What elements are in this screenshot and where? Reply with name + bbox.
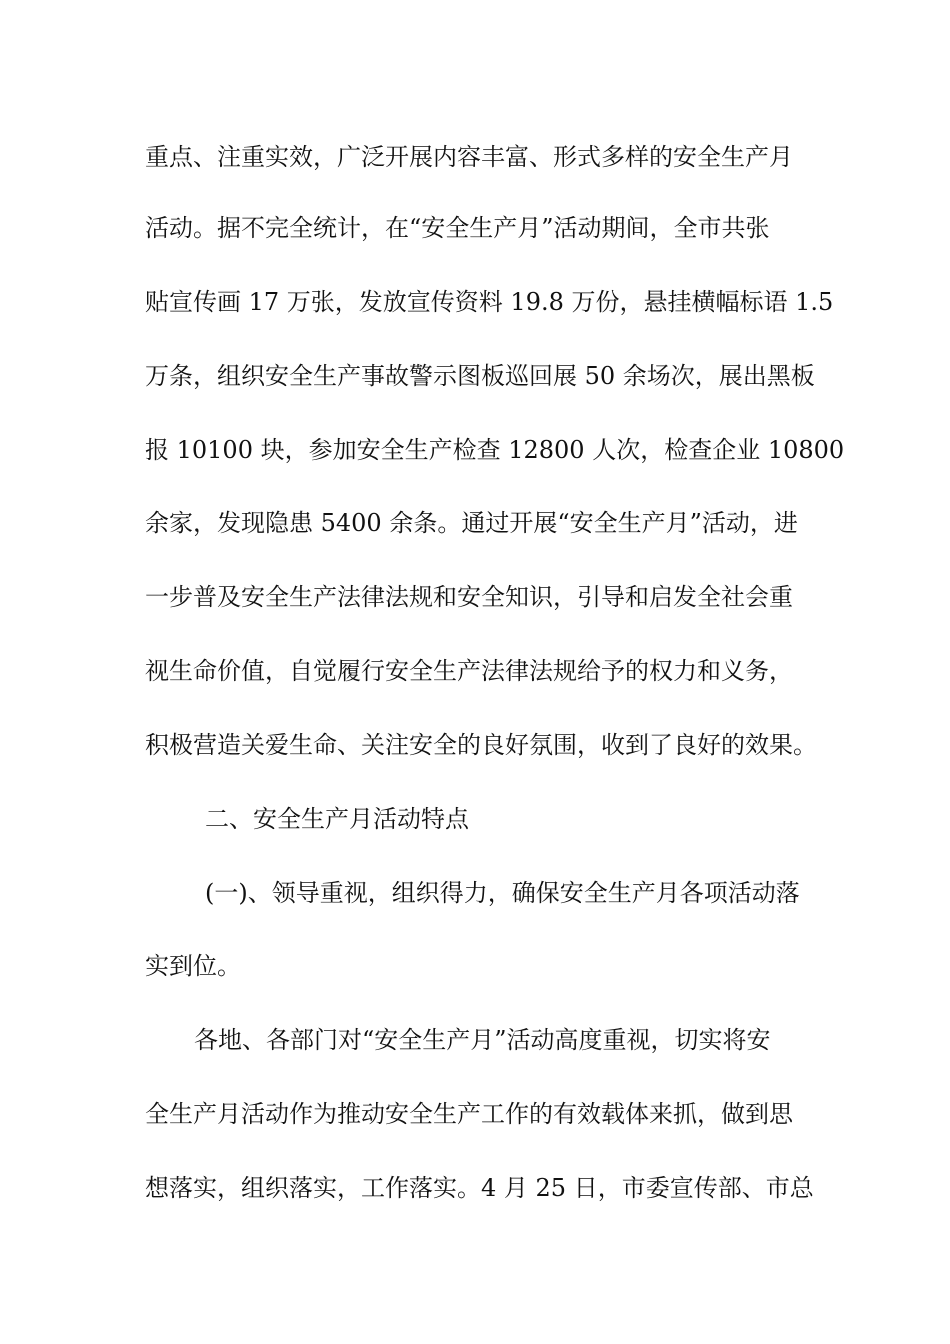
paragraph-line: 报 10100 块，参加安全生产检查 12800 人次，检查企业 10800 — [145, 436, 845, 464]
section-heading: 二、安全生产月活动特点 — [205, 805, 469, 833]
paragraph-line: 活动。据不完全统计，在“安全生产月”活动期间，全市共张 — [145, 214, 770, 242]
paragraph-line: 贴宣传画 17 万张，发放宣传资料 19.8 万份，悬挂横幅标语 1.5 — [145, 288, 834, 316]
paragraph-line: 全生产月活动作为推动安全生产工作的有效载体来抓，做到思 — [145, 1100, 793, 1128]
paragraph-line: 重点、注重实效，广泛开展内容丰富、形式多样的安全生产月 — [145, 143, 793, 171]
subheading-line: (一)、领导重视，组织得力，确保安全生产月各项活动落 — [205, 879, 800, 907]
paragraph-line: 视生命价值，自觉履行安全生产法律法规给予的权力和义务， — [145, 657, 793, 685]
paragraph-line: 各地、各部门对“安全生产月”活动高度重视，切实将安 — [194, 1026, 771, 1054]
subheading-line: 实到位。 — [145, 952, 241, 980]
paragraph-line: 余家，发现隐患 5400 余条。通过开展“安全生产月”活动，进 — [145, 509, 798, 537]
paragraph-line: 想落实，组织落实，工作落实。4 月 25 日，市委宣传部、市总 — [145, 1174, 814, 1202]
paragraph-line: 一步普及安全生产法律法规和安全知识，引导和启发全社会重 — [145, 583, 793, 611]
paragraph-line: 万条，组织安全生产事故警示图板巡回展 50 余场次，展出黑板 — [145, 362, 815, 390]
paragraph-line: 积极营造关爱生命、关注安全的良好氛围，收到了良好的效果。 — [145, 731, 817, 759]
